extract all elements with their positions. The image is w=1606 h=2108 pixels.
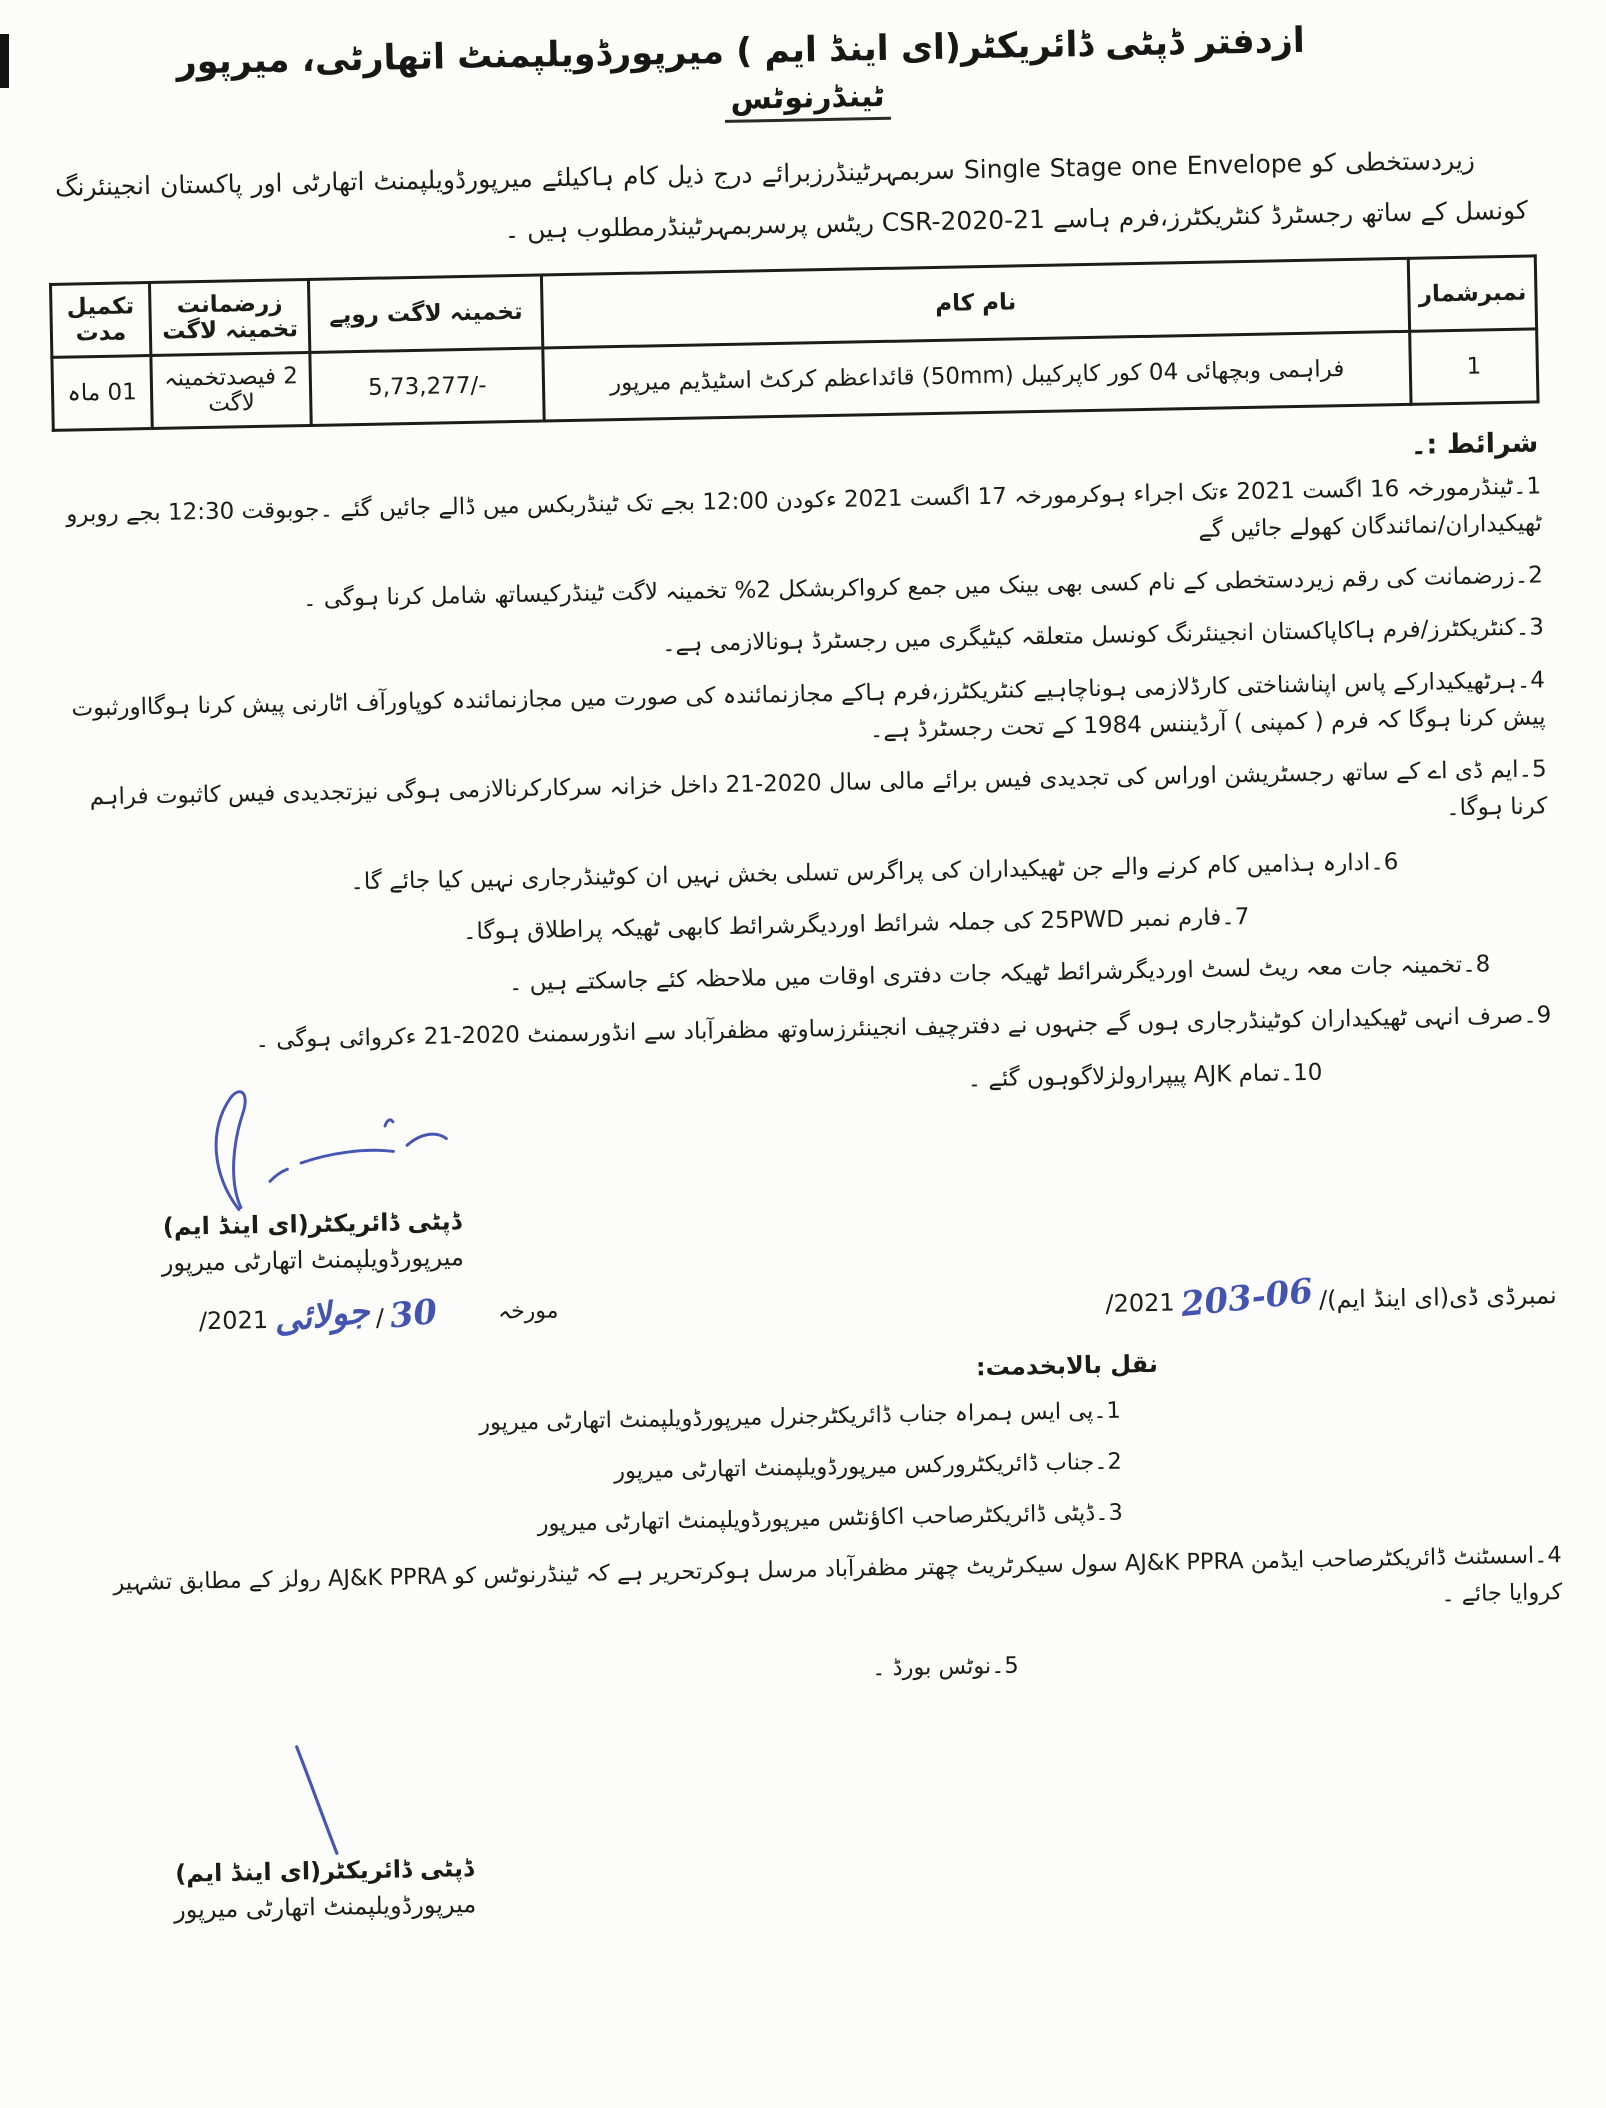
reference-number-handwritten: 203-06 (1178, 1270, 1315, 1325)
signatory-title-bottom: ڈپٹی ڈائریکٹر(ای اینڈ ایم) (174, 1853, 474, 1888)
signatory-title: ڈپٹی ڈائریکٹر(ای اینڈ ایم) (162, 1206, 462, 1241)
term-item-1: 1۔ٹینڈرمورخہ 16 اگست 2021 ءتک اجراء ہوکرمورخہ 17 اگست 2021 ءکودن 12:00 بجے تک ٹینڈربکس میں ڈالے جائیں گئے ۔جوبوقت 12:30 بجے روبرو ٹھیکیداران/نمائندگان کھولے جائیں گے (65, 472, 1543, 543)
intro-paragraph: زیردستخطی کو Single Stage one Envelope سربمہرٹینڈرزبرائے درج ذیل کام ہاکیلئے میرپورڈویلپمنٹ اتھارٹی اور پاکستان انجینئرنگ کونسل کے ساتھ رجسٹرڈ کنٹریکٹرز،فرم ہاسے CSR-2020-21 ریٹس پرسربمہرٹینڈرمطلوب ہیں ۔ (54, 145, 1529, 245)
copy-item-3: 3۔ڈپٹی ڈائریکٹرصاحب اکاؤنٹس میرپورڈویلپمنٹ اتھارٹی میرپور (537, 1499, 1124, 1537)
reference-label: نمبرڈی ڈی(ای اینڈ ایم)/ (1318, 1280, 1557, 1314)
reference-and-date-row (69, 1272, 1557, 1341)
copy-item-2: 2۔جناب ڈائریکٹرورکس میرپورڈویلپمنٹ اتھارٹی میرپور (613, 1448, 1123, 1485)
cell-estimated-cost (310, 347, 544, 424)
term-item-9: 9۔صرف انہی ٹھیکیداران کوٹینڈرجاری ہوں گے جنہوں نے دفترچیف انجینئرزساوتھ مظفرآباد سے انڈورسمنٹ 2020-21 ءکروائی ہوگی ۔ (255, 1002, 1552, 1054)
term-item-7: 7۔فارم نمبر 25PWD کی جملہ شرائط اوردیگرشرائط کابھی ٹھیکہ پراطلاق ہوگا۔ (462, 903, 1250, 945)
tender-notice-title: ٹینڈرنوٹس (724, 79, 891, 123)
letterhead-title: ازدفتر ڈپٹی ڈائریکٹر(ای اینڈ ایم ) میرپورڈویلپمنٹ اتھارٹی، میرپور (176, 20, 1306, 83)
col-estimated-cost: تخمینہ لاگت روپے (309, 274, 543, 351)
date-separator: / (375, 1303, 385, 1332)
col-work-name: نام کام (542, 258, 1410, 348)
reference-year: /2021 (1105, 1288, 1175, 1318)
signature-block-top (94, 1080, 528, 1282)
cell-earnest-money: 2 فیصدتخمینہ لاگت (151, 352, 312, 428)
estimated-cost-value: 5,73,277/- (367, 372, 487, 401)
document-content (44, 16, 1568, 1929)
term-item-10: 10۔تمام AJK پیپرارولزلاگوہوں گئے ۔ (967, 1059, 1323, 1092)
term-item-3: 3۔کنٹریکٹرز/فرم ہاکاپاکستان انجینئرنگ کونسل متعلقہ کیٹیگری میں رجسٹرڈ ہونالازمی ہے۔ (661, 614, 1545, 658)
date-month-handwritten: جولائی (272, 1290, 372, 1341)
signatory-organization-bottom: میرپورڈویلپمنٹ اتھارٹی میرپور (173, 1889, 477, 1924)
col-completion-period: تکمیل مدت (50, 282, 150, 357)
copy-item-1: 1۔پی ایس ہمراہ جناب ڈائریکٹرجنرل میرپورڈویلپمنٹ اتھارٹی میرپور (478, 1397, 1122, 1436)
date-day-handwritten: 30 (387, 1291, 440, 1337)
term-item-5: 5۔ایم ڈی اے کے ساتھ رجسٹریشن اوراس کی تجدیدی فیس برائے مالی سال 2020-21 داخل خزانہ سرکارکرنالازمی ہوگی نیزتجدیدی فیس کاثبوت فراہم کرنا ہوگا۔ (89, 756, 1548, 822)
date-line (198, 1290, 443, 1341)
date-label: مورخہ (497, 1298, 559, 1325)
copies-heading: نقل بالابخدمت: (975, 1349, 1159, 1382)
col-earnest-money: زرضمانت تخمینہ لاگت (150, 279, 311, 355)
handwritten-signature-icon (149, 1081, 471, 1215)
signatory-organization: میرپورڈویلپمنٹ اتھارٹی میرپور (161, 1242, 465, 1277)
terms-heading: شرائط :۔ (1410, 426, 1539, 461)
cell-work-name: فراہمی وبچھائی 04 کور کاپرکیبل (50mm) قائداعظم کرکٹ اسٹیڈیم میرپور (543, 331, 1411, 421)
cell-completion-period: 01 ماہ (52, 355, 152, 430)
date-year: /2021 (198, 1305, 269, 1336)
col-serial-number: نمبرشمار (1409, 255, 1537, 330)
pen-stroke-icon (252, 1739, 394, 1860)
term-item-8: 8۔تخمینہ جات معہ ریٹ لسٹ اوردیگرشرائط ٹھیکہ جات دفتری اوقات میں ملاحظہ کئے جاسکتے ہیں ۔ (508, 951, 1491, 997)
cell-serial-number: 1 (1410, 328, 1538, 403)
signature-block-bottom (107, 1736, 540, 1928)
reference-number-line (1105, 1270, 1557, 1325)
copy-item-4: 4۔اسسٹنٹ ڈائریکٹرصاحب ایڈمن AJ&K PPRA سول سیکرٹریٹ چھتر مظفرآباد مرسل ہوکرتحریر ہے کہ ٹینڈرنوٹس کو AJ&K PPRA رولز کے مطابق تشہیر کروایا جائے ۔ (113, 1542, 1563, 1608)
copy-item-5: 5۔نوٹس بورڈ ۔ (871, 1652, 1019, 1682)
term-item-6: 6۔ادارہ ہذامیں کام کرنے والے جن ٹھیکیداران کی پراگرس تسلی بخش نہیں ان کوٹینڈرجاری نہیں کیا جائے گا۔ (350, 848, 1399, 895)
spacer (558, 1301, 1105, 1312)
term-item-2: 2۔زرضمانت کی رقم زیردستخطی کے نام کسی بھی بینک میں جمع کرواکربشکل 2% تخمینہ لاگت ٹینڈرکیساتھ شامل کرنا ہوگی ۔ (302, 562, 1544, 613)
tender-works-table (49, 254, 1540, 432)
term-item-4: 4۔ہرٹھیکیدارکے پاس اپناشناختی کارڈلازمی ہوناچاہیے کنٹریکٹرز،فرم ہاکے مجازنمائندہ کی صورت میں مجازنمائندہ کوپاورآف اٹارنی پیش کرنا ہوگااورثبوت پیش کرنا ہوگا کہ فرم ( کمپنی ) آرڈیننس 1984 کے تحت رجسٹرڈ ہے۔ (71, 666, 1546, 744)
